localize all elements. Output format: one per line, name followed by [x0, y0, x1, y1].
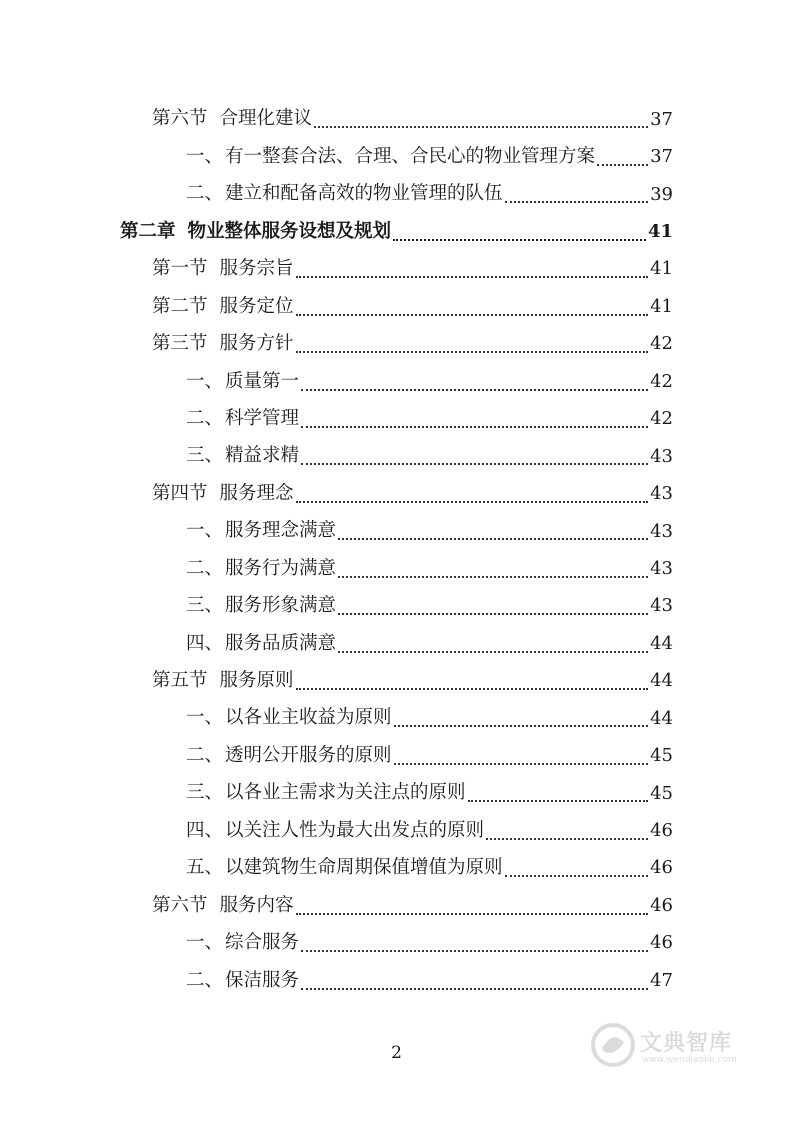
toc-dot-leader — [338, 576, 648, 578]
toc-entry-page: 43 — [650, 520, 673, 542]
toc-entry[interactable] — [0, 251, 793, 288]
toc-entry-page: 44 — [650, 632, 673, 654]
toc-dot-leader — [296, 314, 649, 316]
toc-entry-page: 46 — [650, 820, 673, 842]
toc-entry-page: 37 — [650, 146, 673, 168]
toc-entry-title: 综合服务 — [225, 932, 300, 954]
wendian-logo-icon — [590, 1022, 636, 1068]
toc-entry-title: 以关注人性为最大出发点的原则 — [225, 819, 485, 841]
toc-entry-title: 服务内容 — [219, 894, 294, 916]
toc-dot-leader — [301, 950, 648, 952]
toc-entry[interactable] — [0, 850, 793, 887]
toc-entry-page: 42 — [650, 370, 673, 392]
toc-dot-leader — [296, 913, 649, 915]
toc-entry-number: 第六节 — [152, 108, 208, 130]
toc-entry-title: 科学管理 — [225, 407, 300, 429]
toc-entry-page: 37 — [650, 108, 673, 130]
toc-entry-title: 服务定位 — [219, 295, 294, 317]
toc-entry-page: 46 — [650, 932, 673, 954]
toc-entry-title: 透明公开服务的原则 — [225, 744, 392, 766]
toc-entry-number: 一、 — [186, 520, 224, 542]
toc-dot-leader — [296, 688, 649, 690]
toc-entry-number: 四、 — [186, 819, 224, 841]
toc-entry[interactable] — [0, 101, 793, 138]
toc-entry[interactable] — [0, 812, 793, 849]
toc-entry-title: 建立和配备高效的物业管理的队伍 — [225, 183, 503, 205]
toc-entry[interactable] — [0, 138, 793, 175]
toc-entry[interactable] — [0, 737, 793, 774]
toc-entry[interactable] — [0, 213, 793, 250]
watermark — [590, 1020, 760, 1076]
toc-entry-title: 以建筑物生命周期保值增值为原则 — [225, 857, 503, 879]
toc-entry-page: 44 — [650, 707, 673, 729]
toc-entry-page: 41 — [650, 295, 673, 317]
toc-entry-number: 五、 — [186, 857, 224, 879]
toc-dot-leader — [338, 613, 648, 615]
toc-dot-leader — [301, 463, 648, 465]
toc-entry-number: 第二节 — [152, 295, 208, 317]
toc-dot-leader — [394, 725, 649, 727]
toc-entry-page: 41 — [647, 221, 673, 243]
toc-dot-leader — [338, 651, 648, 653]
toc-entry-title: 精益求精 — [225, 445, 300, 467]
toc-entry-number: 四、 — [186, 632, 224, 654]
toc-entry[interactable] — [0, 663, 793, 700]
toc-entry-title: 服务原则 — [219, 670, 294, 692]
toc-entry-number: 二、 — [186, 557, 224, 579]
toc-dot-leader — [296, 276, 649, 278]
toc-entry[interactable] — [0, 962, 793, 999]
toc-dot-leader — [296, 351, 649, 353]
toc-entry-page: 43 — [650, 445, 673, 467]
toc-entry-number: 第四节 — [152, 482, 208, 504]
toc-entry[interactable] — [0, 475, 793, 512]
toc-entry[interactable] — [0, 925, 793, 962]
toc-dot-leader — [301, 988, 648, 990]
toc-entry-title: 有一整套合法、合理、合民心的物业管理方案 — [225, 145, 596, 167]
toc-entry-number: 三、 — [186, 595, 224, 617]
toc-entry-number: 二、 — [186, 407, 224, 429]
toc-entry-title: 服务理念 — [219, 482, 294, 504]
toc-dot-leader — [296, 501, 649, 503]
toc-entry-number: 一、 — [186, 707, 224, 729]
toc-entry-number: 二、 — [186, 183, 224, 205]
toc-dot-leader — [597, 164, 648, 166]
toc-entry[interactable] — [0, 588, 793, 625]
toc-entry[interactable] — [0, 363, 793, 400]
toc-entry-number: 二、 — [186, 969, 224, 991]
toc-entry-number: 三、 — [186, 445, 224, 467]
watermark-url: www.wendiaolib.com — [642, 1055, 737, 1065]
toc-entry-number: 第六节 — [152, 894, 208, 916]
toc-entry-title: 物业整体服务设想及规划 — [187, 220, 392, 242]
toc-entry-page: 46 — [650, 857, 673, 879]
toc-entry-number: 第三节 — [152, 333, 208, 355]
toc-entry-number: 第二章 — [120, 220, 176, 242]
toc-dot-leader — [394, 763, 649, 765]
toc-entry[interactable] — [0, 401, 793, 438]
toc-entry-title: 合理化建议 — [219, 108, 313, 130]
toc-entry-title: 保洁服务 — [225, 969, 300, 991]
toc-dot-leader — [505, 201, 649, 203]
toc-entry-number: 一、 — [186, 932, 224, 954]
toc-entry-page: 43 — [650, 483, 673, 505]
toc-dot-leader — [393, 239, 646, 241]
toc-dot-leader — [468, 800, 649, 802]
toc-entry-title: 以各业主收益为原则 — [225, 707, 392, 729]
toc-entry-title: 以各业主需求为关注点的原则 — [225, 782, 466, 804]
toc-entry-number: 第五节 — [152, 670, 208, 692]
toc-dot-leader — [301, 426, 648, 428]
toc-entry-number: 一、 — [186, 145, 224, 167]
toc-entry-title: 服务方针 — [219, 333, 294, 355]
toc-entry-number: 二、 — [186, 744, 224, 766]
watermark-text: 文典智库 — [640, 1031, 733, 1056]
toc-entry-page: 39 — [650, 183, 673, 205]
toc-entry[interactable] — [0, 700, 793, 737]
toc-dot-leader — [314, 126, 648, 128]
toc-entry[interactable] — [0, 625, 793, 662]
toc-dot-leader — [486, 838, 648, 840]
toc-entry-number: 一、 — [186, 370, 224, 392]
toc-entry-title: 服务形象满意 — [225, 595, 337, 617]
toc-entry-title: 服务品质满意 — [225, 632, 337, 654]
toc-entry-page: 42 — [650, 333, 673, 355]
toc-entry-title: 服务宗旨 — [219, 258, 294, 280]
toc-dot-leader — [505, 875, 649, 877]
table-of-contents — [0, 101, 793, 1000]
toc-entry-page: 47 — [650, 969, 673, 991]
toc-entry-page: 44 — [650, 670, 673, 692]
toc-entry-page: 43 — [650, 595, 673, 617]
toc-dot-leader — [338, 538, 648, 540]
toc-entry[interactable] — [0, 513, 793, 550]
toc-entry-number: 第一节 — [152, 258, 208, 280]
toc-entry-page: 46 — [650, 894, 673, 916]
toc-dot-leader — [301, 389, 648, 391]
toc-entry[interactable] — [0, 775, 793, 812]
toc-entry[interactable] — [0, 887, 793, 924]
toc-entry[interactable] — [0, 438, 793, 475]
toc-entry-page: 45 — [650, 782, 673, 804]
toc-entry-title: 服务行为满意 — [225, 557, 337, 579]
toc-entry-number: 三、 — [186, 782, 224, 804]
toc-entry-page: 42 — [650, 408, 673, 430]
toc-entry[interactable] — [0, 288, 793, 325]
toc-entry[interactable] — [0, 550, 793, 587]
toc-entry[interactable] — [0, 326, 793, 363]
toc-entry[interactable] — [0, 176, 793, 213]
toc-entry-page: 45 — [650, 745, 673, 767]
page-number: 2 — [391, 1043, 402, 1063]
toc-entry-page: 41 — [650, 258, 673, 280]
toc-entry-title: 质量第一 — [225, 370, 300, 392]
toc-entry-page: 43 — [650, 557, 673, 579]
toc-entry-title: 服务理念满意 — [225, 520, 337, 542]
